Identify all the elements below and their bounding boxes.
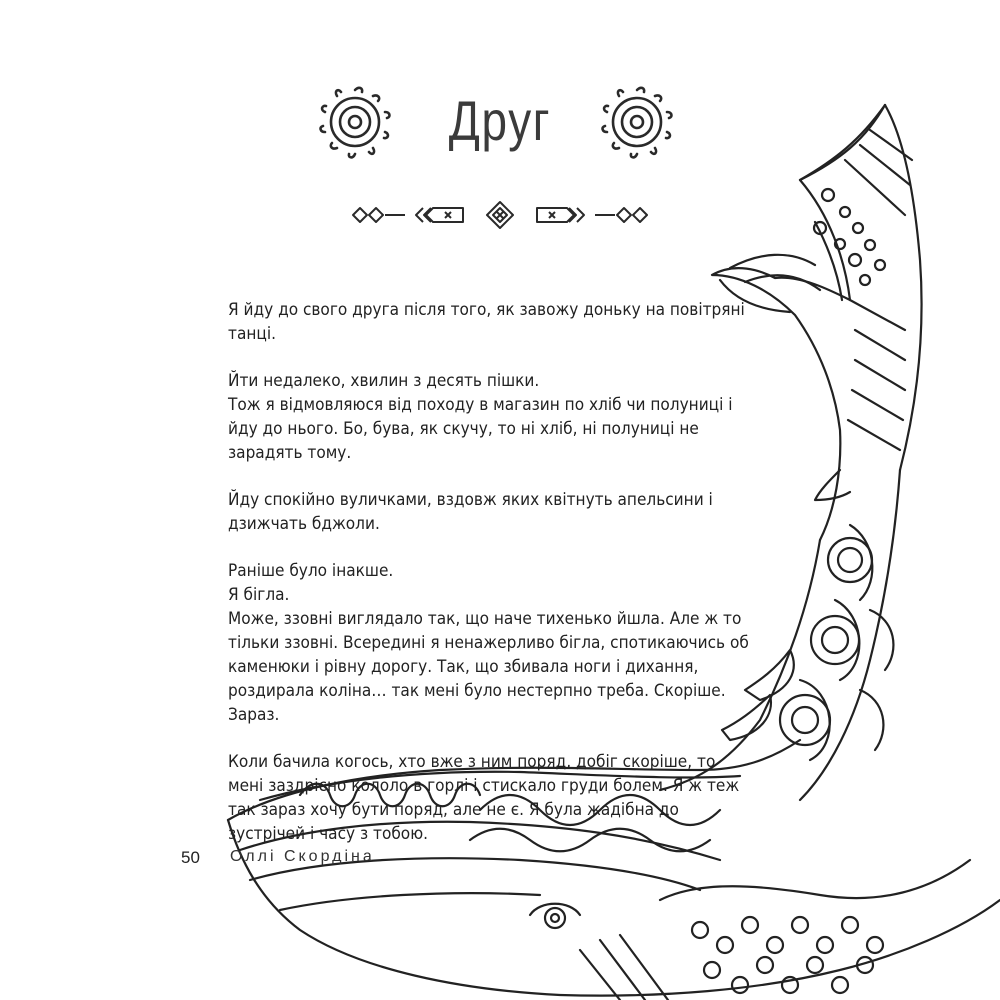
story-text [228,298,749,869]
page-footer [0,848,1000,878]
page-title: Друг [448,89,552,152]
page-number: 50 [181,848,200,867]
paragraph: Коли бачила когось, хто вже з ним поряд, добіг скоріше, то мені заздрісно кололо в горлі і стискало груди болем. Я ж теж так зараз хочу бути поряд, але не є. Я була жадібна до зустрічей і часу з тобою. [228,752,740,843]
author-name: Оллі Скордіна [230,848,375,865]
paragraph: Йти недалеко, хвилин з десять пішки. Тож я відмовляюся від походу в магазин по хліб чи полуниці і йду до нього. Бо, бува, як скучу, то ні хліб, ні полуниці не зарадять тому. [228,371,733,462]
sun-spiral-icon [597,82,677,162]
paragraph: Раніше було інакше. Я бігла. Може, ззовні виглядало так, що наче тихенько йшла. Але ж то тільки ззовні. Всередині я ненажерливо бігла, спотикаючись об каменюки і рівну дорогу. Так, що збивала ноги і дихання, роздирала коліна… так мені було нестерпно треба. Скоріше. Зараз. [228,561,749,724]
paragraph: Я йду до свого друга після того, як завожу доньку на повітряні танці. [228,300,745,343]
diamond-divider-icon [345,200,655,230]
paragraph: Йду спокійно вуличками, вздовж яких квітнуть апельсини і дзижчать бджоли. [228,490,713,533]
sun-spiral-icon [315,82,395,162]
